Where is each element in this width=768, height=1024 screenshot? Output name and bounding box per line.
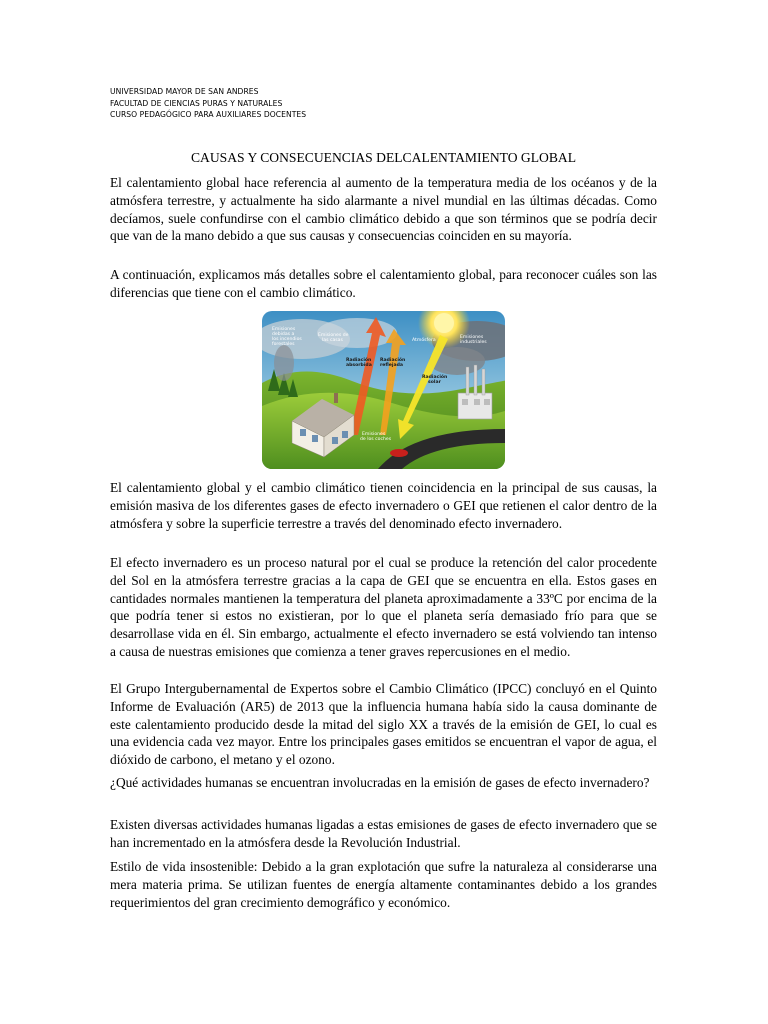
label-reflected-radiation-2: reflejada [380,363,403,368]
paragraph-main-cause: El calentamiento global y el cambio climático tienen coincidencia en la principal de sus causas, la emisión masiva de los diferentes gases de efecto invernadero o GEI que retienen el calor dentro de la atmósfera y sobre la superficie terrestre a través del denominado efecto invernadero. [110,480,657,531]
label-industry-emissions-2: industriales [460,340,487,345]
paragraph-intro: El calentamiento global hace referencia al aumento de la temperatura media de los océanos y de la atmósfera terrestre, y actualmente ha sido alarmante a nivel mundial en las últimas décadas. Como decíamos, suele confundirse con el cambio climático debido a que son términos que se podría decir que van de la mano debido a que sus causas y consecuencias coinciden en su mayoría. [110,175,657,244]
label-house-emissions: Emisiones de [318,333,349,338]
paragraph-lifestyle: Estilo de vida insostenible: Debido a la gran explotación que sufre la naturaleza al considerarse una mera materia prima. Se utilizan fuentes de energía altamente contaminantes debido a los grandes requerimientos del gran crecimiento demográfico y económico. [110,859,657,910]
label-absorbed-radiation: Radiación [346,358,372,363]
label-car-emissions-2: de los coches [360,437,392,442]
label-absorbed-radiation-2: absorbida [346,363,372,368]
greenhouse-effect-illustration [262,311,505,469]
label-car-emissions: Emisiones [362,432,386,437]
label-reflected-radiation: Radiación [380,358,406,363]
paragraph-ipcc: El Grupo Intergubernamental de Expertos sobre el Cambio Climático (IPCC) concluyó en el Quinto Informe de Evaluación (AR5) de 2013 que la influencia humana había sido la causa dominante de este calentamiento producido desde la mitad del siglo XX a través de la emisión de GEI, lo cual es una evidencia cada vez mayor. Entre los principales gases emitidos se encuentran el vapor de agua, el dióxido de carbono, el metano y el ozono. [110,681,657,768]
header-course: CURSO PEDAGÓGICO PARA AUXILIARES DOCENTES [110,110,307,119]
label-house-emissions-2: las casas [322,338,343,343]
paragraph-greenhouse-effect: El efecto invernadero es un proceso natural por el cual se produce la retención del calor procedente del Sol en la atmósfera terrestre gracias a la capa de GEI que se encuentra en ella. Estos gases en cantidades normales mantienen la temperatura del planeta aproximadamente a 33ºC por encima de la que podría tener si estos no existieran, por lo que el planeta sería demasiado frío para que se desarrollase vida en él. Sin embargo, actualmente el efecto invernadero se está volviendo tan intenso a causa de nuestras emisiones que comienza a tener graves repercusiones en el medio. [110,555,657,659]
label-forest-emissions: Emisiones [272,327,296,332]
label-solar-radiation-2: solar [428,380,441,385]
paragraph-human-activities: Existen diversas actividades humanas ligadas a estas emisiones de gases de efecto invernadero que se han incrementado en la atmósfera desde la Revolución Industrial. [110,817,657,850]
document-title: CAUSAS Y CONSECUENCIAS DELCALENTAMIENTO GLOBAL [190,150,577,165]
institution-header [110,86,306,121]
label-forest-emissions-2: debidas a [272,332,295,337]
header-faculty: FACULTAD DE CIENCIAS PURAS Y NATURALES [110,98,283,108]
label-industry-emissions: Emisiones [460,335,484,340]
label-atmosphere: Atmósfera [412,338,436,343]
label-forest-emissions-4: forestales [272,342,295,347]
header-university: UNIVERSIDAD MAYOR DE SAN ANDRES [110,87,259,96]
paragraph-question: ¿Qué actividades humanas se encuentran involucradas en la emisión de gases de efecto invernadero? [110,775,650,790]
label-forest-emissions-3: los incendios [272,337,302,342]
label-solar-radiation: Radiación [422,375,448,380]
paragraph-continuation: A continuación, explicamos más detalles sobre el calentamiento global, para reconocer cuáles son las diferencias que tiene con el cambio climático. [110,267,657,300]
